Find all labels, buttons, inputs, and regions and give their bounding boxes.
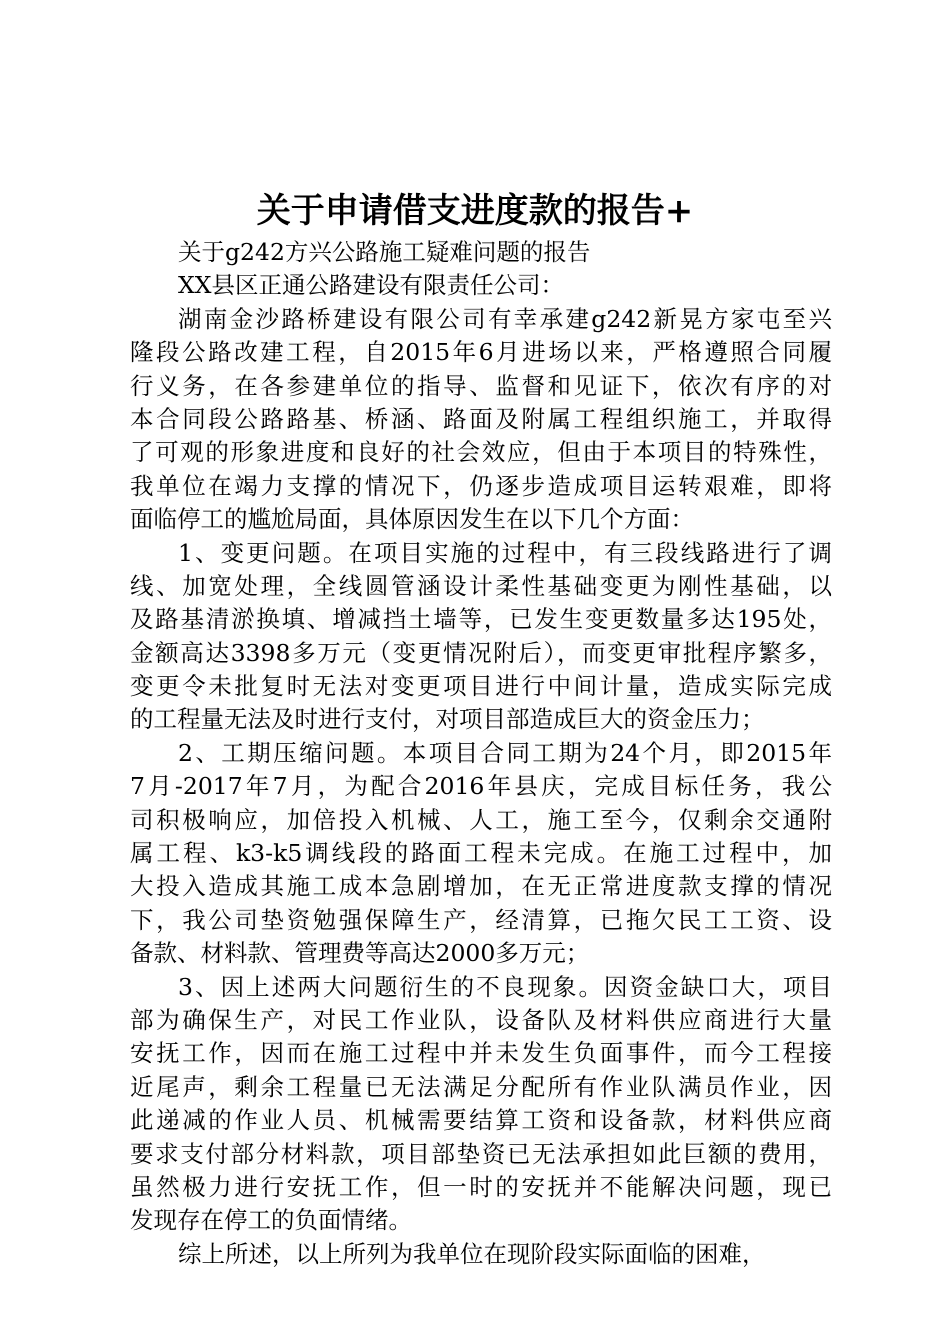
document-body [130, 236, 832, 1271]
report-subject-line: 关于g242方兴公路施工疑难问题的报告 [178, 238, 591, 266]
paragraph-line: 我单位在竭力支撑的情况下，仍逐步造成项目运转艰难，即将 [130, 471, 832, 500]
paragraph-line: 大投入造成其施工成本急剧增加，在无正常进度款支撑的情况 [130, 872, 832, 901]
paragraph-line: 及路基清淤换填、增减挡土墙等，已发生变更数量多达195处， [130, 605, 832, 634]
document-title: 关于申请借支进度款的报告+ [256, 191, 694, 231]
paragraph-line: 虽然极力进行安抚工作，但一时的安抚并不能解决问题，现已 [130, 1172, 832, 1201]
paragraph-line: 面临停工的尴尬局面，具体原因发生在以下几个方面： [130, 505, 694, 534]
paragraph-line: 湖南金沙路桥建设有限公司有幸承建g242新晃方家屯至兴 [178, 304, 832, 333]
paragraph-line: 发现存在停工的负面情绪。 [130, 1206, 412, 1235]
paragraph-line: 本合同段公路路基、桥涵、路面及附属工程组织施工，并取得 [130, 404, 832, 433]
paragraph-line: 的工程量无法及时进行支付，对项目部造成巨大的资金压力； [130, 705, 765, 734]
paragraph-line: 隆段公路改建工程，自2015年6月进场以来，严格遵照合同履 [130, 338, 832, 367]
paragraph-line: 了可观的形象进度和良好的社会效应，但由于本项目的特殊性， [130, 438, 832, 467]
paragraph-line: 安抚工作，因而在施工过程中并未发生负面事件，而今工程接 [130, 1039, 832, 1068]
paragraph-line: 部为确保生产，对民工作业队，设备队及材料供应商进行大量 [130, 1005, 832, 1034]
paragraph-line: 变更令未批复时无法对变更项目进行中间计量，造成实际完成 [130, 672, 832, 701]
paragraph-line: 近尾声，剩余工程量已无法满足分配所有作业队满员作业，因 [130, 1072, 832, 1101]
addressee-line: XX县区正通公路建设有限责任公司： [178, 271, 564, 300]
paragraph-line: 线、加宽处理，全线圆管涵设计柔性基础变更为刚性基础，以 [130, 571, 832, 600]
paragraph-line: 此递减的作业人员、机械需要结算工资和设备款，材料供应商 [130, 1106, 832, 1135]
paragraph-line: 金额高达3398多万元（变更情况附后），而变更审批程序繁多， [130, 638, 832, 667]
paragraph-line: 行义务，在各参建单位的指导、监督和见证下，依次有序的对 [130, 371, 832, 400]
paragraph-line: 综上所述，以上所列为我单位在现阶段实际面临的困难， [178, 1239, 766, 1268]
paragraph-line: 要求支付部分材料款，项目部垫资已无法承担如此巨额的费用， [130, 1139, 832, 1168]
paragraph-line: 下，我公司垫资勉强保障生产，经清算，已拖欠民工工资、设 [130, 905, 832, 934]
paragraph-line: 属工程、k3-k5调线段的路面工程未完成。在施工过程中，加 [130, 839, 832, 868]
paragraph-line: 司积极响应，加倍投入机械、人工，施工至今，仅剩余交通附 [130, 805, 832, 834]
paragraph-line: 2、工期压缩问题。本项目合同工期为24个月，即2015年 [178, 738, 832, 767]
paragraph-line: 3、因上述两大问题衍生的不良现象。因资金缺口大，项目 [178, 972, 832, 1001]
paragraph-line: 备款、材料款、管理费等高达2000多万元； [130, 939, 590, 968]
paragraph-line: 1、变更问题。在项目实施的过程中，有三段线路进行了调 [178, 538, 832, 567]
paragraph-line: 7月-2017年7月，为配合2016年县庆，完成目标任务，我公 [130, 772, 832, 801]
